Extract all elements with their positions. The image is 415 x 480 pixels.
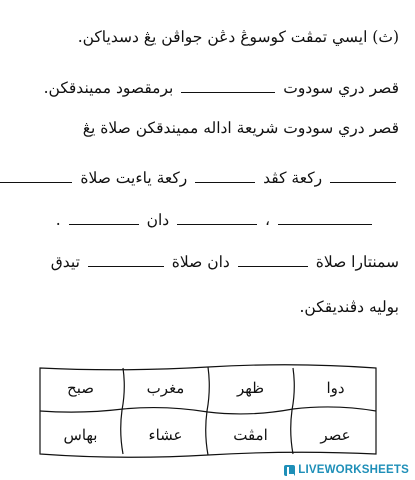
answer-card-label: عشاء [148,425,183,444]
sentence-text: دان صلاة [171,253,230,271]
sentence-text: بوليه دڤنديقكن. [299,298,399,316]
answer-card[interactable] [208,364,293,411]
sentence-line-4 [16,210,375,229]
answer-card[interactable] [293,364,378,411]
answer-card-label: امڤت [233,425,268,444]
question-heading-text: (ث) ايسي تمڤت كوسوڠ دڠن جواڤن يڠ دسدياكن. [77,28,399,46]
answer-card-sheet [38,364,378,458]
sentence-line-1 [16,78,399,97]
sentence-text: قصر دري سودوت شريعة اداله مميندقكن صلاة يڠ [82,119,399,137]
answer-card[interactable] [123,411,208,458]
sentence-text: ركعة ياءيت صلاة [80,169,188,187]
answer-card[interactable] [293,411,378,458]
answer-card[interactable] [208,411,293,458]
liveworksheets-logo [284,464,409,476]
answer-card-label: دوا [326,378,345,397]
answer-blank-3[interactable] [195,168,255,183]
question-heading [16,28,399,46]
answer-blank-1[interactable] [181,78,275,93]
answer-card[interactable] [38,411,123,458]
answer-card[interactable] [123,364,208,411]
answer-blank-7[interactable] [69,210,139,225]
answer-blank-9[interactable] [88,252,164,267]
answer-card-label: مغرب [146,378,185,397]
sentence-line-6 [16,298,399,316]
full-stop: . [55,211,61,229]
sentence-line-2 [16,119,399,137]
answer-blank-4[interactable] [0,168,72,183]
answer-blank-2[interactable] [330,168,396,183]
sentence-line-5 [16,252,399,271]
answer-blank-5[interactable] [278,210,372,225]
sentence-line-3 [16,168,399,187]
answer-blank-8[interactable] [238,252,308,267]
sentence-text: برمقصود مميندقكن. [43,79,174,97]
sentence-text: تيدق [50,253,80,271]
sentence-text: ركعة كڤد [263,169,323,187]
sentence-text: سمنتارا صلاة [315,253,399,271]
checkmark-icon [284,465,295,476]
answer-card-label: عصر [320,425,351,444]
comma: ، [265,211,271,229]
answer-card[interactable] [38,364,123,411]
answer-card-label: ظهر [236,378,265,397]
answer-blank-6[interactable] [177,210,257,225]
answer-card-label: صبح [67,378,94,397]
answer-card-label: بهاس [63,425,98,444]
logo-text: LIVEWORKSHEETS [298,464,409,476]
sentence-text: قصر دري سودوت [283,79,399,97]
sentence-text: دان [146,211,170,229]
